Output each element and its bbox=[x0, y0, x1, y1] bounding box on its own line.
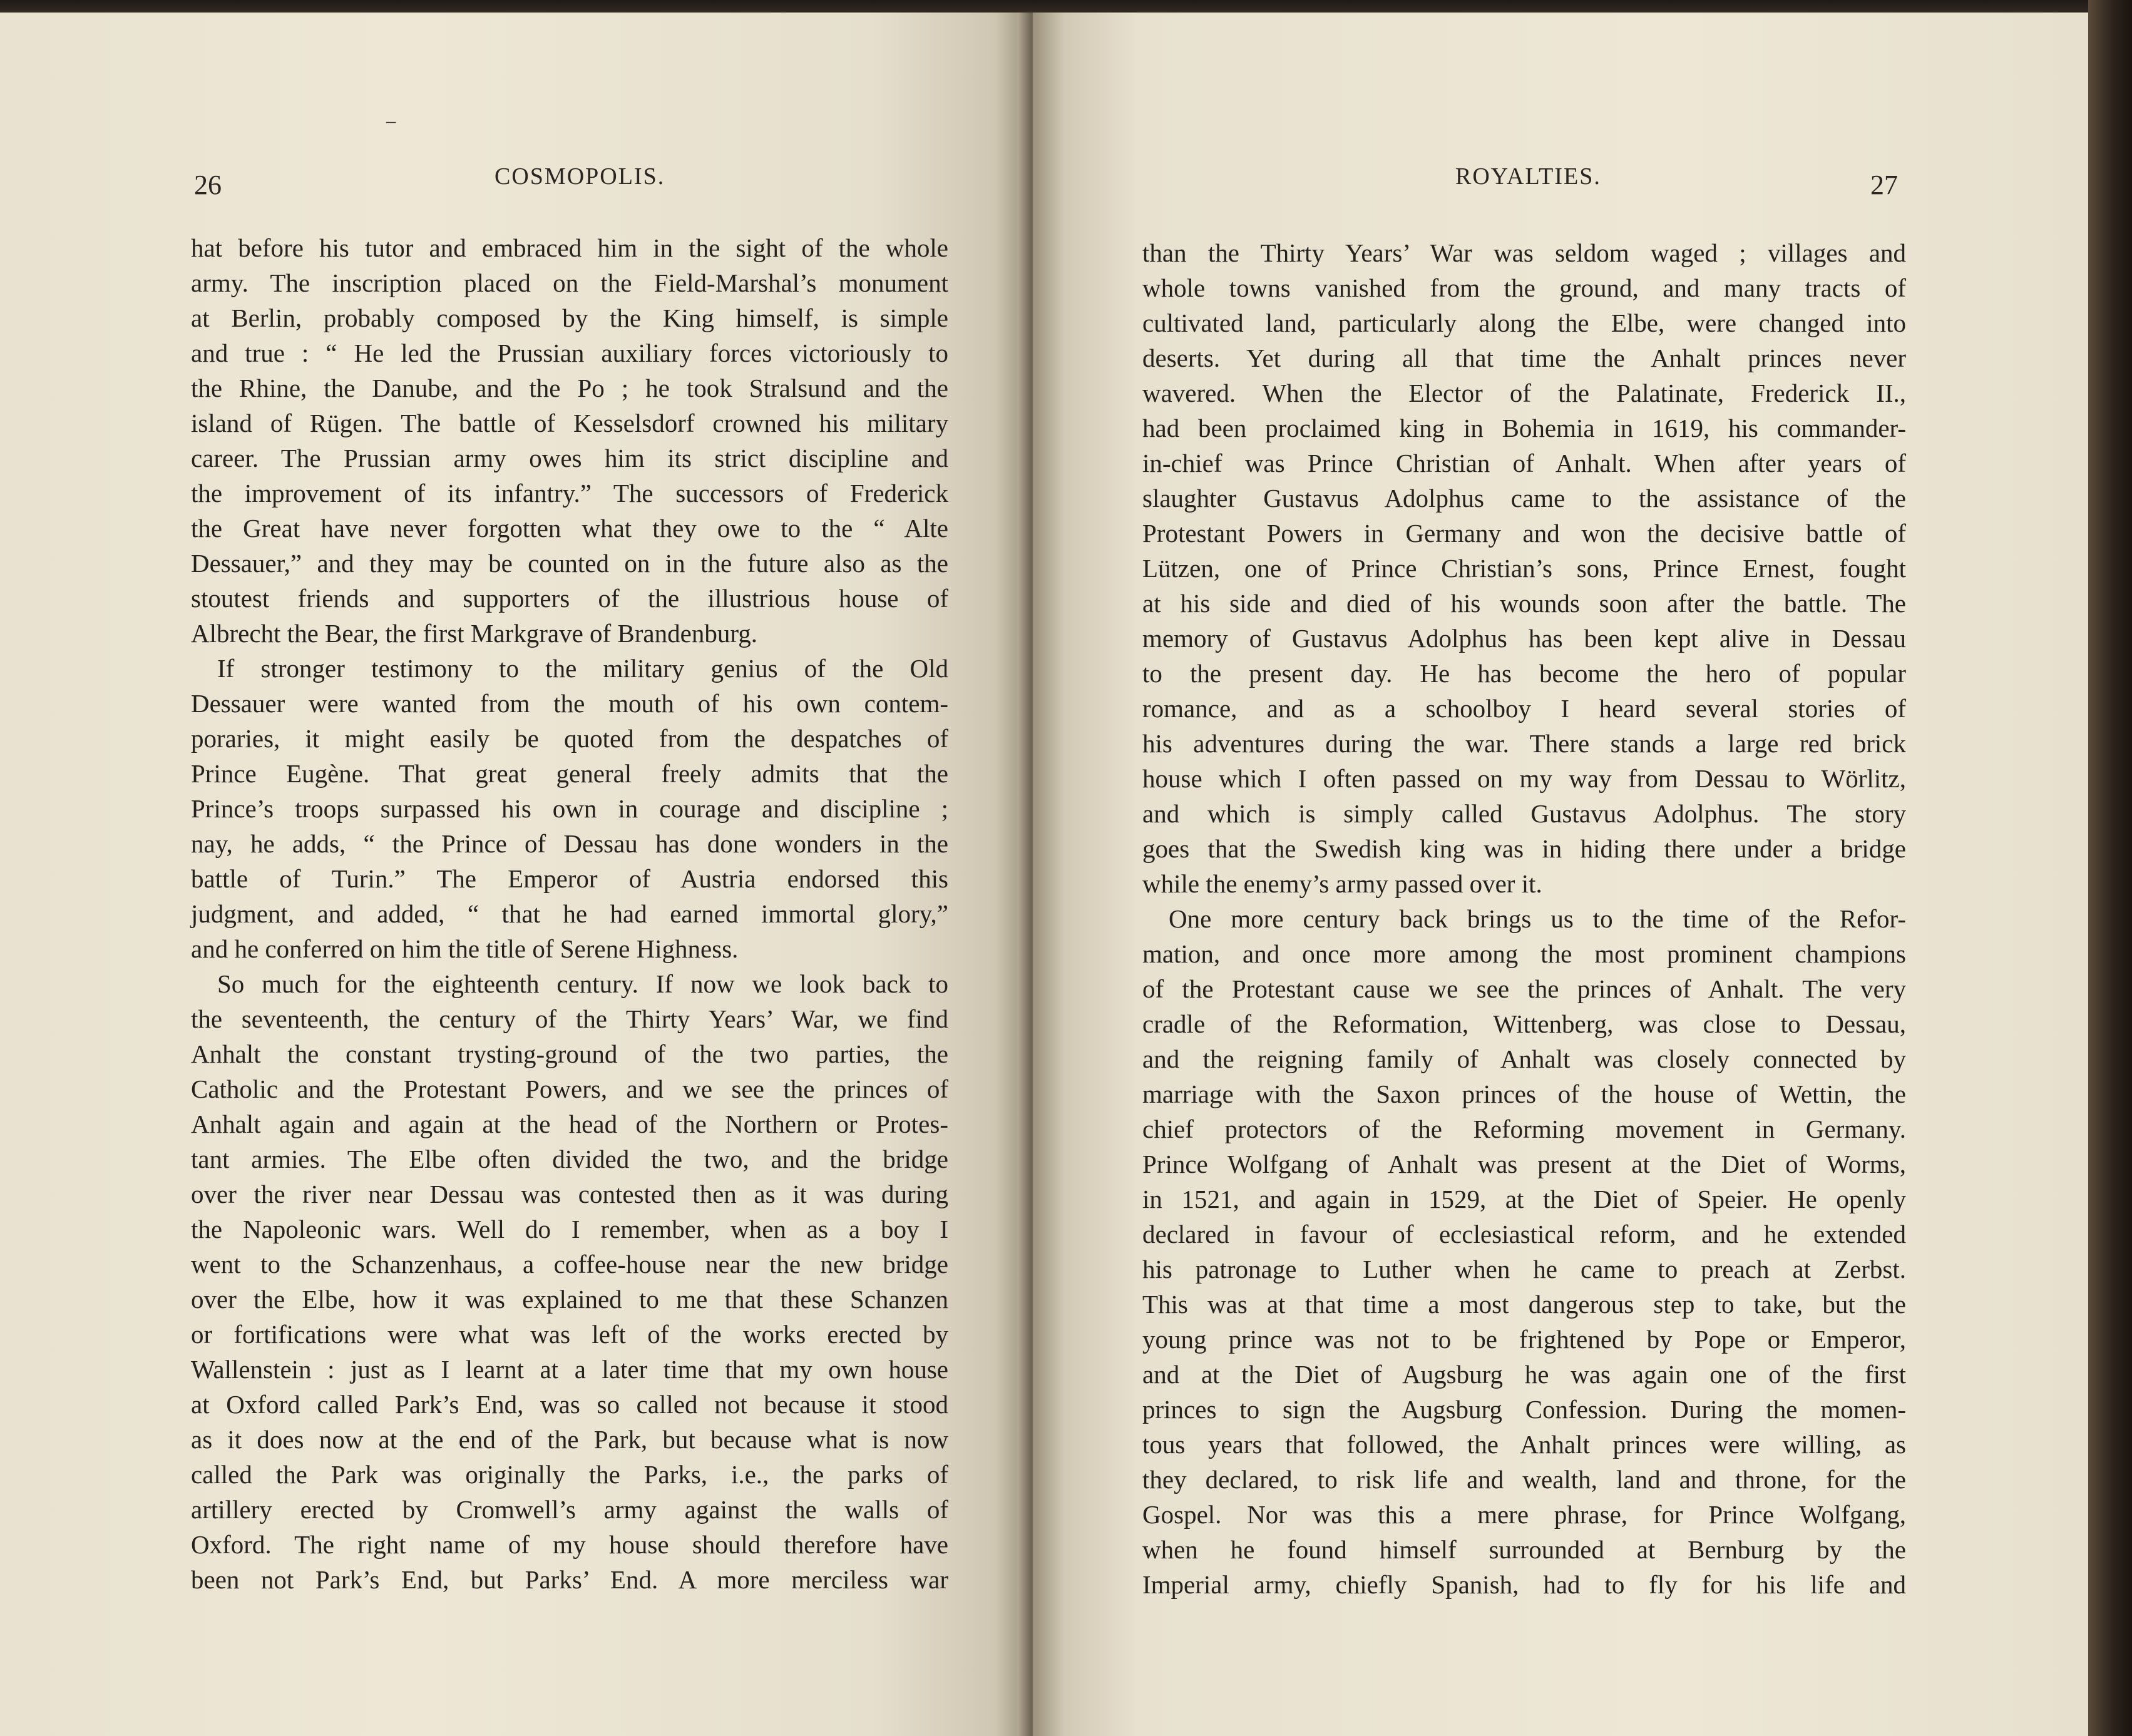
text-line: at his side and died of his wounds soon after the battle. The bbox=[1142, 589, 1906, 618]
text-line: tous years that followed, the Anhalt princes were willing, as bbox=[1142, 1430, 1906, 1459]
text-line: had been proclaimed king in Bohemia in 1619, his commander- bbox=[1142, 414, 1906, 442]
left-page-number: 26 bbox=[194, 170, 222, 200]
text-line: deserts. Yet during all that time the Anhalt princes never bbox=[1142, 344, 1906, 372]
text-line: house which I often passed on my way from Dessau to Wörlitz, bbox=[1142, 764, 1906, 793]
text-line: over the river near Dessau was contested then as it was during bbox=[191, 1180, 948, 1208]
text-line: Dessauer,” and they may be counted on in the future also as the bbox=[191, 549, 948, 578]
text-line: young prince was not to be frightened by Pope or Emperor, bbox=[1142, 1325, 1906, 1354]
text-line: mation, and once more among the most prominent champions bbox=[1142, 939, 1906, 968]
text-line: Wallenstein : just as I learnt at a later time that my own house bbox=[191, 1355, 948, 1384]
text-line: goes that the Swedish king was in hiding there under a bridge bbox=[1142, 834, 1906, 863]
text-line: Prince Wolfgang of Anhalt was present at the Diet of Worms, bbox=[1142, 1150, 1906, 1178]
text-line: Prince Eugène. That great general freely admits that the bbox=[191, 759, 948, 788]
text-line: and true : “ He led the Prussian auxiliary forces victoriously to bbox=[191, 339, 948, 367]
text-line: and he conferred on him the title of Serene Highness. bbox=[191, 934, 739, 963]
text-line: Lützen, one of Prince Christian’s sons, Prince Ernest, fought bbox=[1142, 554, 1906, 583]
text-line: poraries, it might easily be quoted from the despatches of bbox=[191, 724, 948, 753]
text-line: wavered. When the Elector of the Palatinate, Frederick II., bbox=[1142, 379, 1906, 407]
text-line: and which is simply called Gustavus Adolphus. The story bbox=[1142, 799, 1906, 828]
right-running-head: ROYALTIES. bbox=[1455, 163, 1601, 190]
text-line: they declared, to risk life and wealth, land and throne, for the bbox=[1142, 1465, 1906, 1494]
text-line: marriage with the Saxon princes of the house of Wettin, the bbox=[1142, 1080, 1906, 1108]
text-line: to the present day. He has become the hero of popular bbox=[1142, 659, 1906, 688]
text-line: went to the Schanzenhaus, a coffee-house near the new bridge bbox=[191, 1250, 948, 1279]
text-line: Imperial army, chiefly Spanish, had to fly for his life and bbox=[1142, 1570, 1906, 1599]
text-line: chief protectors of the Reforming movement in Germany. bbox=[1142, 1115, 1906, 1143]
text-line: artillery erected by Cromwell’s army against the walls of bbox=[191, 1495, 948, 1524]
right-page-number: 27 bbox=[1870, 170, 1898, 200]
text-line: of the Protestant cause we see the princes of Anhalt. The very bbox=[1142, 974, 1906, 1003]
text-line: romance, and as a schoolboy I heard several stories of bbox=[1142, 694, 1906, 723]
text-line: been not Park’s End, but Parks’ End. A more merciless war bbox=[191, 1565, 948, 1594]
text-line: stoutest friends and supporters of the illustrious house of bbox=[191, 584, 948, 613]
ink-mark: ‾ bbox=[387, 120, 396, 148]
text-line: at Oxford called Park’s End, was so called not because it stood bbox=[191, 1390, 948, 1419]
text-line: the Napoleonic wars. Well do I remember, when as a boy I bbox=[191, 1215, 948, 1243]
left-page bbox=[0, 13, 1027, 1736]
text-line: army. The inscription placed on the Field-Marshal’s monument bbox=[191, 268, 948, 297]
text-line: judgment, and added, “ that he had earned immortal glory,” bbox=[191, 899, 948, 928]
left-running-head: COSMOPOLIS. bbox=[495, 163, 665, 190]
text-line: declared in favour of ecclesiastical reform, and he extended bbox=[1142, 1220, 1906, 1248]
text-line: memory of Gustavus Adolphus has been kept alive in Dessau bbox=[1142, 624, 1906, 653]
text-line: as it does now at the end of the Park, but because what is now bbox=[191, 1425, 948, 1454]
text-line: in-chief was Prince Christian of Anhalt. When after years of bbox=[1142, 449, 1906, 477]
text-line: island of Rügen. The battle of Kesselsdorf crowned his military bbox=[191, 409, 948, 437]
text-line: his patronage to Luther when he came to preach at Zerbst. bbox=[1142, 1255, 1906, 1284]
text-line: One more century back brings us to the time of the Refor- bbox=[1169, 904, 1906, 933]
text-line: career. The Prussian army owes him its strict discipline and bbox=[191, 444, 948, 472]
left-body-text bbox=[191, 230, 948, 1597]
text-line: Oxford. The right name of my house should therefore have bbox=[191, 1530, 948, 1559]
text-line: the seventeenth, the century of the Thirty Years’ War, we find bbox=[191, 1004, 948, 1033]
text-line: whole towns vanished from the ground, and many tracts of bbox=[1142, 273, 1906, 302]
text-line: Anhalt again and again at the head of the Northern or Protes- bbox=[191, 1110, 948, 1138]
text-line: at Berlin, probably composed by the King himself, is simple bbox=[191, 304, 948, 332]
right-page bbox=[1033, 13, 2091, 1736]
text-line: Gospel. Nor was this a mere phrase, for Prince Wolfgang, bbox=[1142, 1500, 1906, 1529]
text-line: cradle of the Reformation, Wittenberg, was close to Dessau, bbox=[1142, 1009, 1906, 1038]
text-line: when he found himself surrounded at Bernburg by the bbox=[1142, 1535, 1906, 1564]
text-line: and at the Diet of Augsburg he was again one of the first bbox=[1142, 1360, 1906, 1389]
text-line: nay, he adds, “ the Prince of Dessau has done wonders in the bbox=[191, 829, 948, 858]
text-line: in 1521, and again in 1529, at the Diet of Speier. He openly bbox=[1142, 1185, 1906, 1213]
text-line: his adventures during the war. There stands a large red brick bbox=[1142, 729, 1906, 758]
text-line: Prince’s troops surpassed his own in courage and discipline ; bbox=[191, 794, 948, 823]
text-line: while the enemy’s army passed over it. bbox=[1142, 869, 1542, 898]
text-line: Protestant Powers in Germany and won the decisive battle of bbox=[1142, 519, 1906, 548]
text-line: cultivated land, particularly along the Elbe, were changed into bbox=[1142, 309, 1906, 337]
text-line: Dessauer were wanted from the mouth of his own contem- bbox=[191, 689, 948, 718]
text-line: If stronger testimony to the military genius of the Old bbox=[217, 654, 948, 683]
text-line: battle of Turin.” The Emperor of Austria endorsed this bbox=[191, 864, 948, 893]
text-line: hat before his tutor and embraced him in the sight of the whole bbox=[191, 233, 948, 262]
text-line: over the Elbe, how it was explained to me that these Schanzen bbox=[191, 1285, 948, 1314]
text-line: called the Park was originally the Parks, i.e., the parks of bbox=[191, 1460, 948, 1489]
text-line: or fortifications were what was left of the works erected by bbox=[191, 1320, 948, 1349]
text-line: Albrecht the Bear, the first Markgrave of Brandenburg. bbox=[191, 619, 757, 648]
text-line: the Great have never forgotten what they owe to the “ Alte bbox=[191, 514, 948, 543]
text-line: than the Thirty Years’ War was seldom waged ; villages and bbox=[1142, 238, 1906, 267]
text-line: and the reigning family of Anhalt was closely connected by bbox=[1142, 1044, 1906, 1073]
text-line: Anhalt the constant trysting-ground of the two parties, the bbox=[191, 1039, 948, 1068]
text-line: tant armies. The Elbe often divided the two, and the bridge bbox=[191, 1145, 948, 1173]
text-line: Catholic and the Protestant Powers, and we see the princes of bbox=[191, 1075, 948, 1103]
text-line: So much for the eighteenth century. If now we look back to bbox=[217, 969, 948, 998]
text-line: the improvement of its infantry.” The successors of Frederick bbox=[191, 479, 948, 508]
text-line: the Rhine, the Danube, and the Po ; he took Stralsund and the bbox=[191, 374, 948, 402]
text-line: slaughter Gustavus Adolphus came to the assistance of the bbox=[1142, 484, 1906, 513]
book-right-edge bbox=[2088, 0, 2132, 1736]
right-body-text bbox=[1142, 235, 1906, 1602]
text-line: This was at that time a most dangerous step to take, but the bbox=[1142, 1290, 1906, 1319]
text-line: princes to sign the Augsburg Confession. During the momen- bbox=[1142, 1395, 1906, 1424]
